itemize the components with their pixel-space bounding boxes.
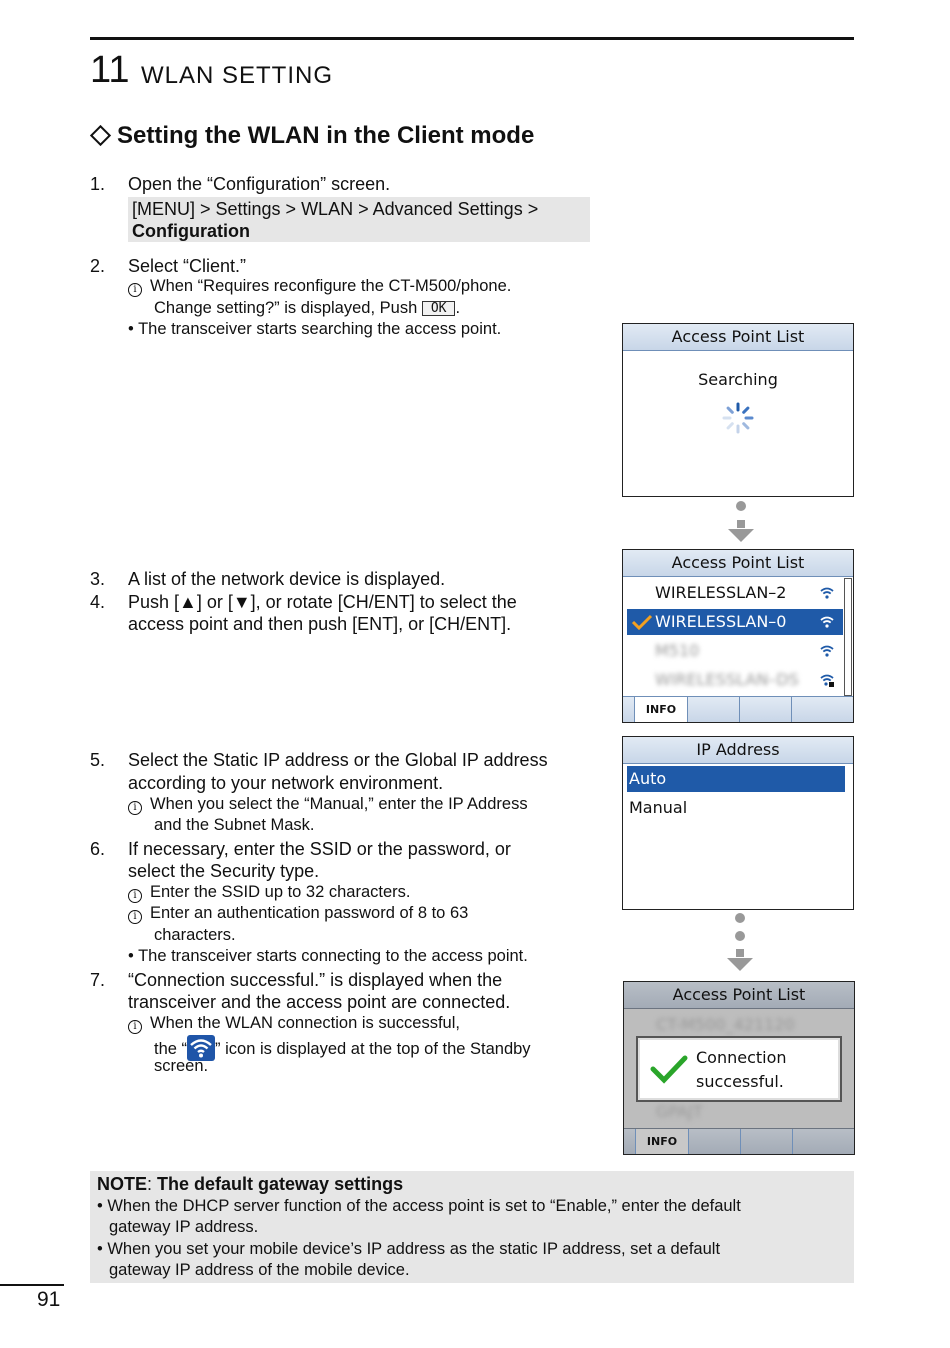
flow-arrow-stem	[737, 520, 745, 528]
step-text: “Connection successful.” is displayed when the	[128, 970, 503, 990]
info-softkey[interactable]: INFO	[635, 1129, 689, 1154]
note-bullet-cont: gateway IP address.	[109, 1218, 259, 1236]
step-text: access point and then push [ENT], or [CH/ENT].	[128, 614, 512, 634]
down-arrow-icon	[727, 958, 753, 971]
step-text: Push [▲] or [▼], or rotate [CH/ENT] to select the	[128, 592, 517, 612]
info-text: characters.	[154, 926, 236, 944]
dialog-line1: Connection	[696, 1048, 787, 1067]
info-text: and the Subnet Mask.	[154, 816, 315, 834]
ip-option-auto[interactable]: Auto	[627, 766, 845, 792]
down-arrow-icon	[728, 529, 754, 542]
info-icon: i	[128, 889, 142, 903]
step-number: 3.	[90, 569, 106, 589]
info-note	[128, 794, 528, 816]
step-text: Open the “Configuration” screen.	[128, 174, 391, 194]
info-text: the “	[154, 1040, 188, 1058]
step-number: 2.	[90, 256, 106, 276]
searching-status: Searching	[698, 370, 778, 389]
info-text: When “Requires reconfigure the CT-M500/phone.	[150, 277, 512, 295]
menu-path-last: Configuration	[132, 221, 250, 241]
page-number-rule	[0, 1284, 64, 1286]
info-text: .	[455, 299, 461, 317]
info-icon: i	[128, 1020, 142, 1034]
softkey-divider	[791, 697, 792, 722]
ap-list-item-selected[interactable]	[627, 609, 843, 635]
ap-name-blurred: CT-M500_421120	[656, 1015, 795, 1034]
top-rule	[90, 37, 854, 40]
info-text: When the WLAN connection is successful,	[150, 1014, 460, 1032]
step-text: according to your network environment.	[128, 773, 444, 793]
note-bullet: • When the DHCP server function of the access point is set to “Enable,” enter the default	[97, 1197, 741, 1215]
step-number: 1.	[90, 174, 106, 194]
ok-key-icon: OK	[422, 301, 456, 316]
step-text: If necessary, enter the SSID or the password, or	[128, 839, 511, 859]
info-note-cont	[154, 298, 460, 320]
lcd-ip-address-screen	[622, 736, 854, 910]
ap-list-item[interactable]	[627, 580, 843, 606]
lcd-ap-list-screen	[622, 549, 854, 723]
lcd-connected-screen	[623, 981, 855, 1155]
note-title: The default gateway settings	[157, 1174, 404, 1194]
flow-dot	[735, 913, 745, 923]
bullet-text: • The transceiver starts searching the access point.	[128, 320, 502, 338]
chapter-number: 11	[90, 49, 130, 91]
bullet-text: • The transceiver starts connecting to the access point.	[128, 947, 528, 965]
section-title	[90, 122, 534, 150]
wifi-icon	[819, 614, 835, 630]
step-text: Select the Static IP address or the Global IP address	[128, 750, 548, 770]
info-icon: i	[128, 801, 142, 815]
note-bullet: • When you set your mobile device’s IP address as the static IP address, set a default	[97, 1240, 721, 1258]
ip-option-manual[interactable]: Manual	[629, 798, 688, 817]
note-box	[90, 1171, 854, 1283]
screen-header: Access Point List	[624, 982, 854, 1009]
step-number: 5.	[90, 750, 106, 770]
softkey-divider	[739, 697, 740, 722]
info-text: Enter an authentication password of 8 to 63	[150, 904, 469, 922]
wifi-icon	[819, 585, 835, 601]
ap-list-item[interactable]	[627, 638, 843, 664]
ap-name-blurred: WIRELESSLAN–DS	[655, 670, 799, 689]
dialog-line2: successful.	[696, 1072, 784, 1091]
ap-name-blurred: M510	[655, 641, 700, 660]
wifi-lock-icon	[819, 672, 835, 688]
softkey-bar	[624, 1128, 854, 1154]
info-text: screen.	[154, 1057, 209, 1075]
softkey-divider	[792, 1129, 793, 1154]
info-text: Enter the SSID up to 32 characters.	[150, 883, 411, 901]
softkey-divider	[740, 1129, 741, 1154]
info-note	[128, 903, 468, 925]
step-text: A list of the network device is displayed.	[128, 569, 446, 589]
menu-path-box	[128, 197, 590, 242]
ap-name-blurred: GPAJT	[656, 1102, 703, 1121]
check-icon	[650, 1054, 688, 1084]
screen-header: IP Address	[623, 737, 853, 764]
step-number: 7.	[90, 970, 106, 990]
info-text: Change setting?” is displayed, Push	[154, 299, 422, 317]
ap-name: WIRELESSLAN–2	[655, 583, 787, 602]
info-note	[128, 276, 511, 298]
step-text: transceiver and the access point are connected.	[128, 992, 511, 1012]
page-number: 91	[37, 1288, 61, 1311]
menu-path: [MENU] > Settings > WLAN > Advanced Settings >	[132, 199, 539, 219]
connection-dialog	[636, 1036, 842, 1102]
step-text: select the Security type.	[128, 861, 320, 881]
info-text: ” icon is displayed at the top of the Standby	[215, 1040, 531, 1058]
step-text: Select “Client.”	[128, 256, 247, 276]
step-number: 6.	[90, 839, 106, 859]
spinner-icon	[720, 400, 756, 436]
note-heading: NOTE: The default gateway settings	[97, 1174, 404, 1194]
ap-name: WIRELESSLAN–0	[655, 612, 787, 631]
chapter-title: WLAN SETTING	[141, 62, 334, 89]
flow-arrow-stem	[736, 949, 744, 957]
softkey-bar	[623, 696, 853, 722]
flow-dot	[736, 501, 746, 511]
screen-header: Access Point List	[623, 550, 853, 577]
info-icon: i	[128, 283, 142, 297]
lcd-searching-screen	[622, 323, 854, 497]
scrollbar[interactable]	[844, 578, 852, 696]
info-softkey[interactable]: INFO	[634, 697, 688, 722]
screen-header: Access Point List	[623, 324, 853, 351]
section-title-text: Setting the WLAN in the Client mode	[117, 122, 535, 149]
wifi-icon	[819, 643, 835, 659]
info-note	[128, 1013, 460, 1035]
ap-list-item[interactable]	[627, 667, 843, 693]
info-icon: i	[128, 910, 142, 924]
ap-list-item-dimmed	[628, 1012, 844, 1038]
check-icon	[631, 614, 653, 630]
flow-dot	[735, 931, 745, 941]
info-note	[128, 882, 410, 904]
ap-list-item-dimmed	[628, 1099, 844, 1125]
step-number: 4.	[90, 592, 106, 612]
note-label: NOTE	[97, 1174, 148, 1194]
note-bullet-cont: gateway IP address of the mobile device.	[109, 1261, 410, 1279]
info-note-cont	[154, 1035, 531, 1061]
diamond-icon	[90, 125, 111, 146]
info-text: When you select the “Manual,” enter the IP Address	[150, 795, 528, 813]
